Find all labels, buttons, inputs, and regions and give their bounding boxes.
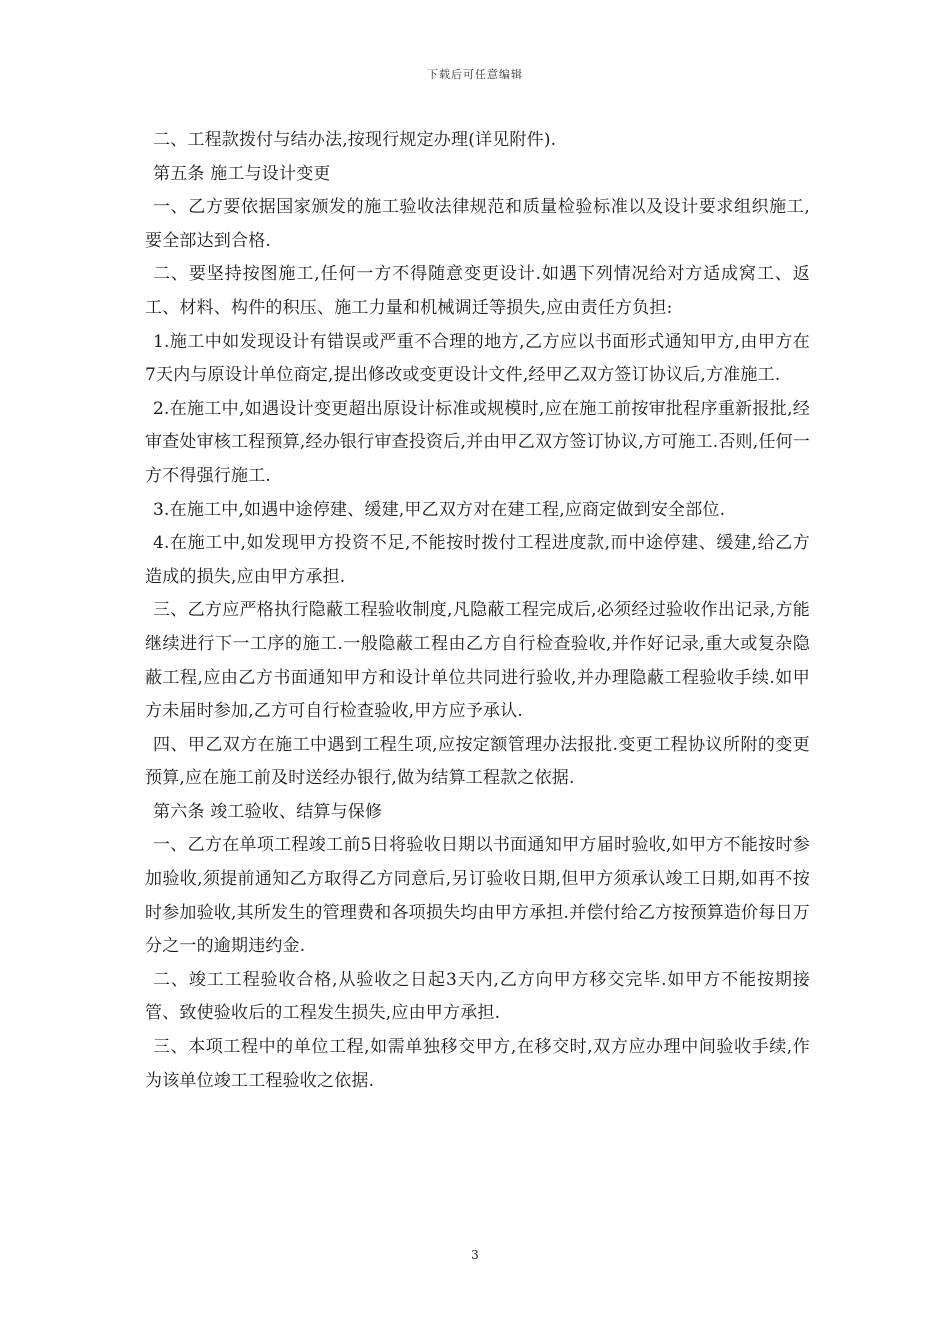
- paragraph: 四、甲乙双方在施工中遇到工程生项,应按定额管理办法报批.变更工程协议所附的变更预算,应在施工前及时送经办银行,做为结算工程款之依据.: [145, 734, 810, 789]
- page-number: 3: [471, 1248, 479, 1262]
- list-item: 3.在施工中,如遇中途停建、缓建,甲乙双方对在建工程,应商定做到安全部位.: [153, 499, 726, 520]
- paragraph: 一、乙方在单项工程竣工前5日将验收日期以书面通知甲方届时验收,如甲方不能按时参加验收,须提前通知乙方取得乙方同意后,另订验收日期,但甲方须承认竣工日期,如再不按时参加验收,其所发生的管理费和各项损失均由甲方承担.并偿付给乙方按预算造价每日万分之一的逾期违约金.: [145, 835, 810, 957]
- list-item: 4.在施工中,如发现甲方投资不足,不能按时拨付工程进度款,而中途停建、缓建,给乙方造成的损失,应由甲方承担.: [145, 533, 810, 587]
- section-heading: 第六条 竣工验收、结算与保修: [153, 801, 383, 822]
- page-header: 下载后可任意编辑: [427, 68, 523, 81]
- list-item: 1.施工中如发现设计有错误或严重不合理的地方,乙方应以书面形式通知甲方,由甲方在7天内与原设计单位商定,提出修改或变更设计文件,经甲乙双方签订协议后,方准施工.: [145, 331, 810, 386]
- paragraph: 三、乙方应严格执行隐蔽工程验收制度,凡隐蔽工程完成后,必须经过验收作出记录,方能继续进行下一工序的施工.一般隐蔽工程由乙方自行检查验收,并作好记录,重大或复杂隐蔽工程,应由乙方书面通知甲方和设计单位共同进行验收,并办理隐蔽工程验收手续.如甲方未届时参加,乙方可自行检查验收,甲方应予承认.: [145, 600, 810, 722]
- paragraph: 二、要坚持按图施工,任何一方不得随意变更设计.如遇下列情况给对方适成窝工、返工、材料、构件的积压、施工力量和机械调迁等损失,应由责任方负担:: [145, 264, 810, 318]
- paragraph: 二、竣工工程验收合格,从验收之日起3天内,乙方向甲方移交完毕.如甲方不能按期接管、致使验收后的工程发生损失,应由甲方承担.: [145, 969, 810, 1024]
- document-body: [145, 124, 810, 1098]
- section-heading: 第五条 施工与设计变更: [153, 163, 331, 184]
- paragraph: 二、工程款拨付与结办法,按现行规定办理(详见附件).: [153, 130, 557, 150]
- paragraph: 一、乙方要依据国家颁发的施工验收法律规范和质量检验标准以及设计要求组织施工,要全部达到合格.: [145, 197, 810, 251]
- paragraph: 三、本项工程中的单位工程,如需单独移交甲方,在移交时,双方应办理中间验收手续,作为该单位竣工工程验收之依据.: [145, 1037, 810, 1091]
- list-item: 2.在施工中,如遇设计变更超出原设计标准或规模时,应在施工前按审批程序重新报批,经审查处审核工程预算,经办银行审查投资后,并由甲乙双方签订协议,方可施工.否则,任何一方不得强行施工.: [145, 398, 810, 486]
